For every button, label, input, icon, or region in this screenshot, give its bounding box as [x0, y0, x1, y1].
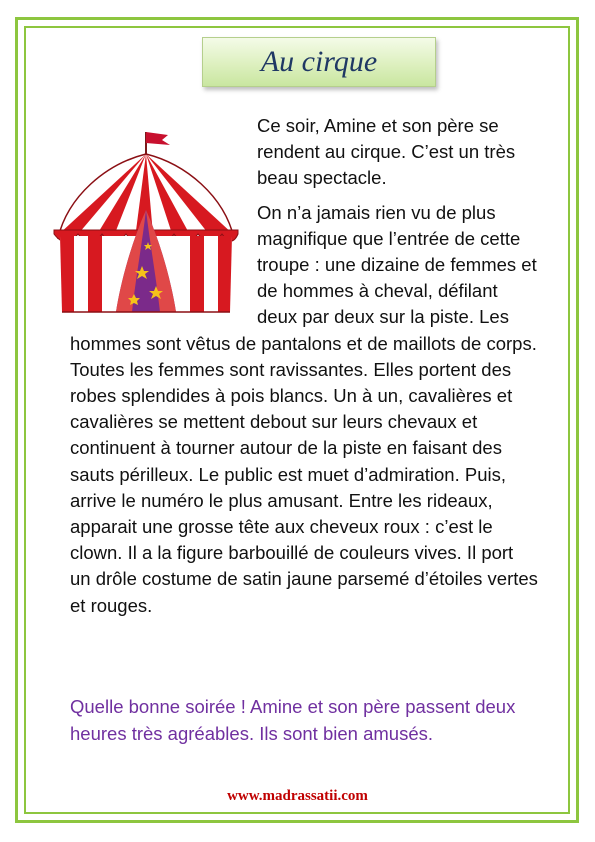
- paragraph-main: On n’a jamais rien vu de plus magnifique que l’entrée de cette troupe : une dizaine de femmes et de hommes à cheval, défilant deux par deux sur la piste. Les hommes sont vêtus de pantalons et de maillots de corps. Toutes les femmes sont ravissantes. Elles portent des robes splendides à pois blancs. Un à un, cavalières et cavalières se mettent debout sur leurs chevaux et continuent à tourner autour de la piste en faisant des sauts périlleux. Le public est muet d’admiration. Puis, arrive le numéro le plus amusant. Entre les rideaux, apparait une grosse tête aux cheveux roux : c’est le clown. Il a la figure barbouillé de couleurs vives. Il port un drôle costume de satin jaune parsemé d’étoiles vertes et rouges.: [70, 201, 538, 616]
- story-text: [70, 113, 538, 619]
- page-title: Au cirque: [260, 45, 378, 78]
- closing-paragraph: Quelle bonne soirée ! Amine et son père passent deux heures très agréables. Ils sont bien amusés.: [70, 696, 516, 744]
- title-banner: [202, 37, 436, 87]
- closing-text: [70, 694, 540, 747]
- paragraph-intro: Ce soir, Amine et son père se rendent au cirque. C’est un très beau spectacle.: [257, 115, 516, 189]
- illustration-space: [70, 113, 257, 325]
- footer-website[interactable]: www.madrassatii.com: [227, 788, 368, 804]
